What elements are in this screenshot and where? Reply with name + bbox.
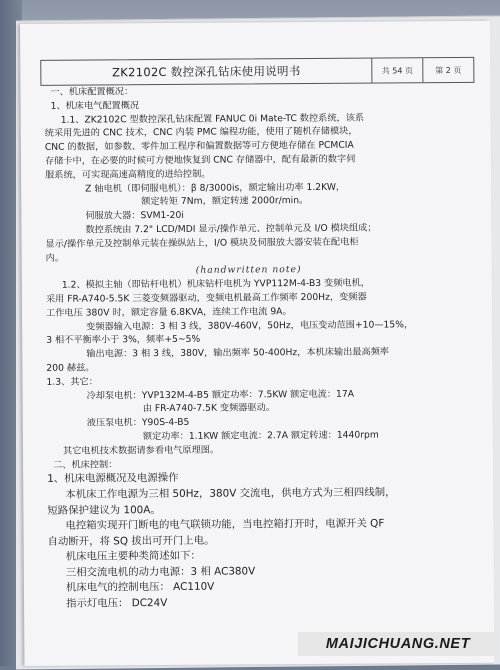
text-line: 输出电源：3 相 3 线，380V，输出频率 50-400Hz，本机床输出最高频率 xyxy=(86,346,390,360)
text-line: 机床电气的控制电压： AC110V xyxy=(65,581,215,595)
text-line: 短路保护建议为 100A。 xyxy=(47,503,161,517)
site-watermark: MAIJICHUANG.NET xyxy=(298,632,498,656)
document-page xyxy=(20,21,494,666)
text-line: 存储卡中，在必要的时候可方便地恢复到 CNC 存储器中，配有最新的数字伺 xyxy=(44,153,356,167)
text-line: 指示灯电压： DC24V xyxy=(66,597,168,610)
text-line: 1.2、模拟主轴（即钻杆电机）机床钻杆电机为 YVP112M-4-B3 变频电机， xyxy=(61,277,371,291)
text-line: 服系统，可实现高速高精度的进给控制。 xyxy=(45,168,211,181)
text-line: 数控系统由 7.2" LCD/MDI 显示/操作单元、控制单元及 I/O 模块组成； xyxy=(85,222,377,236)
text-lines-large xyxy=(47,469,473,612)
document-body xyxy=(44,83,473,613)
document-header xyxy=(40,57,474,86)
text-line: 统采用先进的 CNC 技术，CNC 内装 PMC 编程功能，使用了随机存储模块， xyxy=(44,126,358,140)
handwritten-note: (handwritten note) xyxy=(195,264,302,277)
page-number: 第 2 页 xyxy=(422,58,473,82)
text-line: 三相交流电机的动力电源：3 相 AC380V xyxy=(65,565,256,579)
text-line: 二、机床控制： xyxy=(53,458,118,471)
text-line: 变频器输入电源：3 相 3 线，380V-460V，50Hz，电压变动范围+10—15%， xyxy=(86,318,414,333)
page-count: 共 54 页 xyxy=(371,58,422,82)
text-line: 3 相不平衡率小于 3%，频率+5~5% xyxy=(46,334,201,347)
text-line: 本机床工作电源为三相 50Hz，380V 交流电，供电方式为三相四线制， xyxy=(65,486,396,501)
text-line: 工作电压 380V 时，额定容量 6.8KVA，连续工作电流 9A。 xyxy=(45,305,292,319)
text-lines xyxy=(44,83,472,472)
text-line: 显示/操作单元及控制单元装在操纵站上，I/O 模块及伺服放大器安装在配电柜 xyxy=(45,236,359,250)
text-line: 额定功率：1.1KW 额定电流：2.7A 额定转速：1440rpm xyxy=(142,429,379,443)
text-line: 采用 FR-A740-5.5K 三菱变频器驱动，变频电机最高工作频率 200Hz，变频器 xyxy=(45,291,367,305)
text-line: 一、机床配置概况： xyxy=(50,86,134,98)
text-line: 额定转矩 7Nm，额定转速 2000r/min。 xyxy=(141,195,309,208)
text-line: 冷却泵电机：YVP132M-4-B5 额定功率：7.5KW 额定电流：17A xyxy=(86,388,355,402)
text-line: 伺服放大器：SVM1-20i xyxy=(85,210,184,222)
text-line: 自动断开，将 SQ 拔出可开门上电。 xyxy=(47,534,215,548)
text-line: 1.1、ZK2102C 型数控深孔钻床配置 FANUC 0i Mate-TC 数控系统，该系 xyxy=(60,112,365,126)
text-line: 液压泵电机：Y90S-4-B5 xyxy=(86,416,190,429)
text-line: Z 轴电机（即伺服电机）：β 8/3000is，额定输出功率 1.2KW， xyxy=(85,181,346,195)
text-line: 内。 xyxy=(45,252,65,264)
document-title: ZK2102C 数控深孔钻床使用说明书 xyxy=(111,64,301,80)
text-line: 1、机床电源概况及电源操作 xyxy=(47,472,179,486)
text-line: CNC 的数据，如参数、零件加工程序和偏置数据等可方便地存储在 PCMCIA xyxy=(44,139,354,154)
text-line: 1、机床电气配置概况 xyxy=(50,99,140,112)
text-line: 电控箱实现开门断电的电气联锁功能，当电控箱打开时，电源开关 QF xyxy=(65,517,385,532)
text-line: 200 赫兹。 xyxy=(46,362,95,374)
text-line: 1.3、其它： xyxy=(46,376,98,388)
text-line: 机床电压主要种类简述如下： xyxy=(65,550,201,563)
text-line: 由 FR-A740-7.5K 变频器驱动。 xyxy=(142,402,276,415)
text-line: 其它电机技术数据请参看电气原理图。 xyxy=(62,444,220,457)
